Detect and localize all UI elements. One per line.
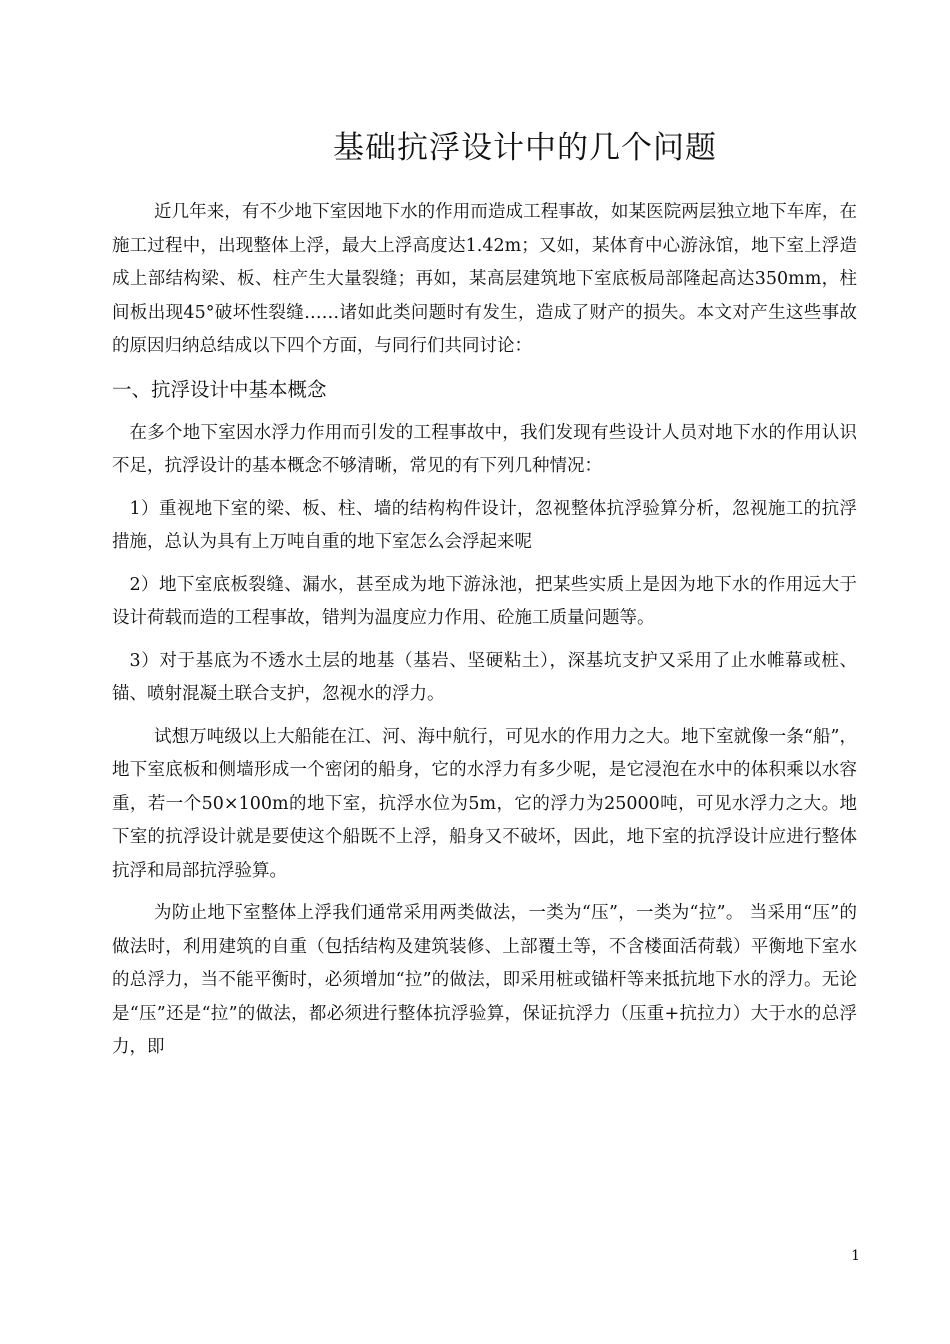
section-intro-paragraph: 在多个地下室因水浮力作用而引发的工程事故中，我们发现有些设计人员对地下水的作用认识不足，抗浮设计的基本概念不够清晰，常见的有下列几种情况： (112, 422, 857, 476)
page-number: 1 (851, 1248, 860, 1264)
section-heading-basic-concepts: 一、抗浮设计中基本概念 (112, 377, 327, 401)
intro-paragraph: 近几年来，有不少地下室因地下水的作用而造成工程事故，如某医院两层独立地下车库，在施工过程中，出现整体上浮，最大上浮高度达1.42m；又如，某体育中心游泳馆，地下室上浮造成上部结构梁、板、柱产生大量裂缝；再如，某高层建筑地下室底板局部隆起高达350mm，柱间板出现45°破坏性裂缝……诸如此类问题时有发生，造成了财产的损失。本文对产生这些事故的原因归纳总结成以下四个方面，与同行们共同讨论： (112, 202, 857, 356)
ship-analogy-paragraph: 试想万吨级以上大船能在江、河、海中航行，可见水的作用力之大。地下室就像一条“船”，地下室底板和侧墙形成一个密闭的船身，它的水浮力有多少呢，是它浸泡在水中的体积乘以水容重，若一个50×100m的地下室，抗浮水位为5m，它的浮力为25000吨，可见水浮力之大。地下室的抗浮设计就是要使这个船既不上浮，船身又不破坏，因此，地下室的抗浮设计应进行整体抗浮和局部抗浮验算。 (112, 726, 857, 881)
methods-paragraph: 为防止地下室整体上浮我们通常采用两类做法，一类为“压”，一类为“拉”。 当采用“压”的做法时，利用建筑的自重（包括结构及建筑装修、上部覆土等，不含楼面活荷载）平衡地下室水的总浮力，当不能平衡时，必须增加“拉”的做法，即采用桩或锚杆等来抵抗地下水的浮力。无论是“压”还是“拉”的做法，都必须进行整体抗浮验算，保证抗浮力（压重+抗拉力）大于水的总浮力，即 (112, 903, 857, 1057)
document-title: 基础抗浮设计中的几个问题 (333, 130, 717, 166)
list-item-1: 1）重视地下室的梁、板、柱、墙的结构构件设计，忽视整体抗浮验算分析，忽视施工的抗浮措施，总认为具有上万吨自重的地下室怎么会浮起来呢 (112, 498, 857, 552)
list-item-2: 2）地下室底板裂缝、漏水，甚至成为地下游泳池，把某些实质上是因为地下水的作用远大于设计荷载而造的工程事故，错判为温度应力作用、砼施工质量问题等。 (112, 574, 857, 628)
list-item-3: 3）对于基底为不透水土层的地基（基岩、坚硬粘土），深基坑支护又采用了止水帷幕或桩、锚、喷射混凝土联合支护，忽视水的浮力。 (112, 650, 857, 704)
document-body (112, 196, 857, 1074)
